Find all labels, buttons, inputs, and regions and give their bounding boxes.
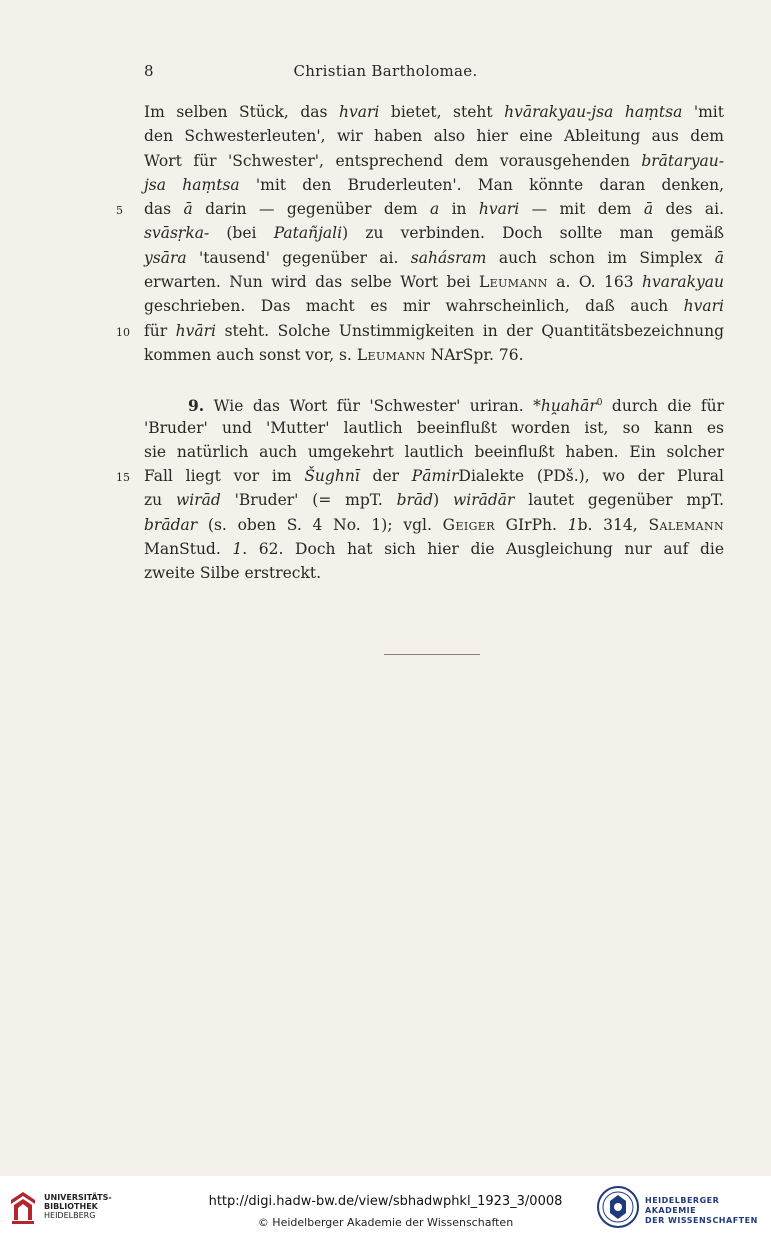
- academy-seal-icon: [596, 1185, 640, 1229]
- text-line: 10 für hvāri steht. Solche Unstimmigkeiten in der Quantitätsbezeichnung: [144, 319, 724, 343]
- text-line: zu wirād 'Bruder' (= mpT. brād) wirādār lautet gegenüber mpT.: [144, 491, 724, 510]
- text-line: svāsṛka- (bei Patañjali) zu verbinden. Doch sollte man gemäß: [144, 224, 724, 243]
- text-line: kommen auch sonst vor, s. Leumann NArSpr. 76.: [144, 345, 524, 364]
- text-line: Wort für 'Schwester', entsprechend dem vorausgehenden brātaryau-: [144, 151, 724, 170]
- text-line: 15 Fall liegt vor im Šughnī der PāmirDialekte (PDš.), wo der Plural: [144, 464, 724, 488]
- text-line: brādar (s. oben S. 4 No. 1); vgl. Geiger GIrPh. 1b. 314, Salemann: [144, 515, 725, 534]
- running-title: Christian Bartholomae.: [293, 62, 478, 80]
- text-line: jsa haṃtsa 'mit den Bruderleuten'. Man könnte daran denken,: [144, 175, 724, 194]
- text-line: 9. Wie das Wort für 'Schwester' uriran. *hu̯ahār$^0$ durch die für: [188, 396, 724, 416]
- text-line: geschrieben. Das macht es mir wahrscheinlich, daß auch hvari: [144, 297, 724, 316]
- footer-bar: [0, 1176, 771, 1236]
- text-line: Im selben Stück, das hvari bietet, steht hvārakyau-jsa haṃtsa 'mit: [144, 103, 724, 121]
- page-number: 8: [144, 62, 154, 80]
- text-line: 5 das ā darin — gegenüber dem a in hvari — mit dem ā des ai.: [144, 197, 724, 221]
- text-line: erwarten. Nun wird das selbe Wort bei Leumann a. O. 163 hvarakyau: [144, 273, 724, 292]
- body-text: [116, 100, 725, 586]
- text-line: zweite Silbe erstreckt.: [144, 564, 322, 583]
- text-line: sie natürlich auch umgekehrt lautlich beeinflußt haben. Ein solcher: [144, 442, 724, 461]
- text-line: 'Bruder' und 'Mutter' lautlich beeinflußt worden ist, so kann es: [144, 418, 724, 437]
- text-line: den Schwesterleuten', wir haben also hier eine Ableitung aus dem: [144, 127, 724, 146]
- line-number: 10: [116, 325, 130, 339]
- text-line: ManStud. 1. 62. Doch hat sich hier die Ausgleichung nur auf die: [144, 540, 725, 559]
- section-number: 9.: [188, 396, 205, 416]
- line-number: 15: [116, 471, 130, 485]
- text-line: ysāra 'tausend' gegenüber ai. sahásram auch schon im Simplex ā: [144, 248, 724, 267]
- academy-name: HEIDELBERGER AKADEMIE DER WISSENSCHAFTEN: [645, 1196, 758, 1225]
- library-name: UNIVERSITÄTS- BIBLIOTHEK HEIDELBERG: [44, 1193, 112, 1220]
- copyright-notice: © Heidelberger Akademie der Wissenschaften: [257, 1216, 514, 1229]
- end-divider: [384, 654, 480, 655]
- source-url-link[interactable]: http://digi.hadw-bw.de/view/sbhadwphkl_1923_3/0008: [208, 1194, 563, 1209]
- line-number: 5: [116, 204, 123, 218]
